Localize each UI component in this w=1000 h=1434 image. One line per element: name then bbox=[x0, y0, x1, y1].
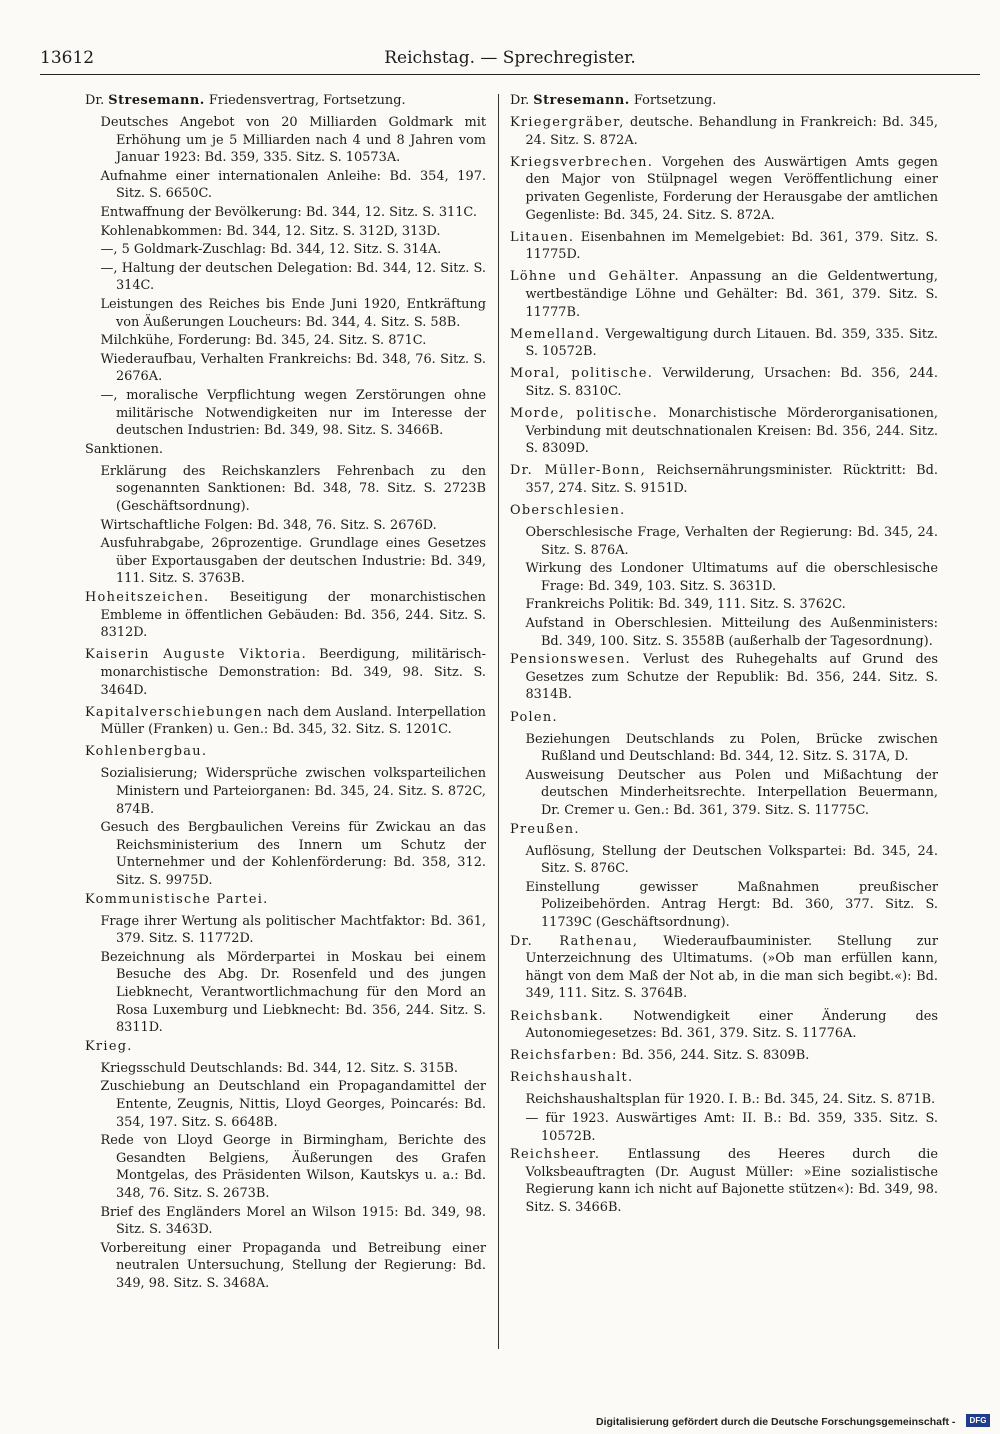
entry-text: Reichsernährungsminister. Rücktritt: Bd. 357, 274. Sitz. S. 9151D. bbox=[525, 463, 938, 496]
sub-entry: Ausweisung Deutscher aus Polen und Mißachtung der deutschen Minderheitsrechte. Interpellation Beuermann, Dr. Cremer u. Gen.: Bd. 361, 379. Sitz. S. 11775C. bbox=[525, 767, 938, 818]
sub-entry: Wirkung des Londoner Ultimatums auf die oberschlesische Frage: Bd. 349, 103. Sitz. S. 3631D. bbox=[525, 561, 938, 594]
sub-entry: Beziehungen Deutschlands zu Polen, Brücke zwischen Rußland und Deutschland: Bd. 344, 12. Sitz. S. 317A, D. bbox=[525, 731, 938, 765]
index-entry bbox=[510, 1146, 938, 1216]
subheading: Sanktionen. bbox=[85, 441, 164, 457]
index-entry bbox=[510, 154, 938, 224]
sub-entry: Bezeichnung als Mörderpartei in Moskau bei einem Besuche des Abg. Dr. Rosenfeld und des jungen Liebknecht, Verantwortlichmachung für den Mord an Rosa Luxemburg und Liebknecht: Bd. 356, 244. Sitz. S. 8311D. bbox=[100, 949, 486, 1036]
entry-keyword: Kapitalverschiebungen bbox=[85, 704, 263, 720]
sub-entry: Erklärung des Reichskanzlers Fehrenbach zu den sogenannten Sanktionen: Bd. 348, 78. Sitz. S. 2723B (Geschäftsordnung). bbox=[100, 463, 486, 515]
sub-entry: Entwaffnung der Bevölkerung: Bd. 344, 12. Sitz. S. 311C. bbox=[100, 205, 477, 221]
entry-keyword: Hoheitszeichen. bbox=[85, 590, 210, 606]
index-entry-heading bbox=[85, 1038, 486, 1056]
entry-keyword: Reichshaushalt. bbox=[510, 1070, 634, 1086]
sub-entry: Frankreichs Politik: Bd. 349, 111. Sitz. S. 3762C. bbox=[525, 597, 846, 613]
entry-keyword: Reichsfarben: bbox=[510, 1048, 618, 1064]
entry-keyword: Kaiserin Auguste Viktoria. bbox=[85, 647, 307, 663]
sub-entry: Kriegsschuld Deutschlands: Bd. 344, 12. Sitz. S. 315B. bbox=[100, 1060, 458, 1076]
right-column bbox=[510, 92, 938, 1382]
entry-text: Monarchistische Mörderorganisationen, Verbindung mit deutschnationalen Kreisen: Bd. 356, 244. Sitz. S. 8309D. bbox=[525, 406, 938, 457]
index-entry bbox=[85, 589, 486, 642]
sub-entry: Wirtschaftliche Folgen: Bd. 348, 76. Sitz. S. 2676D. bbox=[100, 517, 437, 533]
entry-keyword: Moral, politische. bbox=[510, 366, 654, 382]
entry-text: Vergewaltigung durch Litauen. Bd. 359, 335. Sitz. S. 10572B. bbox=[525, 326, 938, 360]
entry-keyword: Reichsbank. bbox=[510, 1008, 605, 1024]
sub-entry: Oberschlesische Frage, Verhalten der Regierung: Bd. 345, 24. Sitz. S. 876A. bbox=[525, 525, 938, 558]
index-entry bbox=[85, 646, 486, 699]
entry-keyword: Polen. bbox=[510, 709, 558, 725]
entry-text: nach dem Ausland. Interpellation Müller (Franken) u. Gen.: Bd. 345, 32. Sitz. S. 1201C. bbox=[100, 704, 486, 738]
entry-text: Wiederaufbauminister. Stellung zur Unterzeichnung des Ultimatums. (»Ob man erfüllen kann, hängt von dem Maß der Not ab, in die man sich begibt.«): Bd. 349, 111. Sitz. S. 3764B. bbox=[525, 933, 938, 1002]
sub-entry: Wiederaufbau, Verhalten Frankreichs: Bd. 348, 76. Sitz. S. 2676A. bbox=[100, 351, 486, 385]
sub-entry: Aufnahme einer internationalen Anleihe: Bd. 354, 197. Sitz. S. 6650C. bbox=[100, 168, 486, 202]
entry-text: Verlust des Ruhegehalts auf Grund des Gesetzes zum Schutze der Republik: Bd. 356, 244. Sitz. S. 8314B. bbox=[525, 652, 938, 703]
digitization-credit: Digitalisierung gefördert durch die Deutsche Forschungsgemeinschaft - bbox=[596, 1416, 956, 1428]
running-title: Reichstag. — Sprechregister. bbox=[384, 48, 636, 68]
sub-entry: — für 1923. Auswärtiges Amt: II. B.: Bd. 359, 335. Sitz. S. 10572B. bbox=[525, 1110, 938, 1144]
sub-entry: Frage ihrer Wertung als politischer Machtfaktor: Bd. 361, 379. Sitz. S. 11772D. bbox=[100, 913, 486, 947]
entry-keyword: Reichsheer. bbox=[510, 1147, 601, 1163]
page-header bbox=[40, 44, 980, 75]
entry-keyword: Kriegergräber, bbox=[510, 115, 625, 131]
entry-keyword: Kommunistische Partei. bbox=[85, 891, 269, 907]
sub-entry: Reichshaushaltsplan für 1920. I. B.: Bd. 345, 24. Sitz. S. 871B. bbox=[525, 1092, 936, 1108]
sub-entry: Rede von Lloyd George in Birmingham, Berichte des Gesandten Belgiens, Äußerungen des Grafen Montgelas, des Präsidenten Wilson, Kautskys u. a.: Bd. 348, 76. Sitz. S. 2673B. bbox=[100, 1133, 486, 1202]
index-entry bbox=[510, 1008, 938, 1043]
entry-text: Vorgehen des Auswärtigen Amts gegen den Major von Stülpnagel wegen Veröffentlichung einer privaten Gegenliste, Forderung der Herausgabe der amtlichen Gegenliste: Bd. 345, 24. Sitz. S. 872A. bbox=[525, 154, 938, 223]
index-entry bbox=[85, 704, 486, 739]
sub-entry: Milchkühe, Forderung: Bd. 345, 24. Sitz. S. 871C. bbox=[100, 333, 427, 349]
speaker-title: Dr. bbox=[510, 93, 530, 108]
sub-entry: Einstellung gewisser Maßnahmen preußischer Polizeibehörden. Antrag Hergt: Bd. 360, 377. Sitz. S. 11739C (Geschäftsordnung). bbox=[525, 879, 938, 931]
entry-keyword: Morde, politische. bbox=[510, 406, 659, 421]
column-divider bbox=[498, 94, 499, 1349]
entry-keyword: Löhne und Gehälter. bbox=[510, 269, 680, 285]
index-entry bbox=[510, 405, 938, 458]
sub-entry: Ausfuhrabgabe, 26prozentige. Grundlage eines Gesetzes über Exportausgaben der deutschen Industrie: Bd. 349, 111. Sitz. S. 3763B. bbox=[100, 536, 486, 587]
entry-text: Notwendigkeit einer Änderung des Autonomiegesetzes: Bd. 361, 379. Sitz. S. 11776A. bbox=[525, 1008, 938, 1042]
speaker-name: Stresemann. bbox=[533, 93, 630, 108]
entry-text: Beseitigung der monarchistischen Embleme in öffentlichen Gebäuden: Bd. 356, 244. Sitz. S. 8312D. bbox=[100, 590, 486, 641]
entry-text: Eisenbahnen im Memelgebiet: Bd. 361, 379. Sitz. S. 11775D. bbox=[525, 229, 938, 263]
sub-entry: Sozialisierung; Widersprüche zwischen volksparteilichen Ministern und Parteiorganen: Bd. 345, 24. Sitz. S. 872C, 874B. bbox=[100, 766, 486, 817]
entry-text: Anpassung an die Geldentwertung, wertbeständige Löhne und Gehälter: Bd. 361, 379. Sitz. S. 11777B. bbox=[525, 269, 938, 320]
topic-text: Friedensvertrag, Fortsetzung. bbox=[208, 93, 406, 108]
entry-keyword: Oberschlesien. bbox=[510, 502, 626, 518]
entry-text: Verwilderung, Ursachen: Bd. 356, 244. Sitz. S. 8310C. bbox=[525, 366, 938, 399]
sub-entry: Brief des Engländers Morel an Wilson 1915: Bd. 349, 98. Sitz. S. 3463D. bbox=[100, 1204, 486, 1238]
index-entry-heading bbox=[85, 891, 486, 909]
page-number: 13612 bbox=[40, 48, 95, 68]
entry-keyword: Preußen. bbox=[510, 821, 580, 837]
entry-text: Bd. 356, 244. Sitz. S. 8309B. bbox=[621, 1048, 810, 1064]
entry-text: Beerdigung, militärisch-monarchistische Demonstration: Bd. 349, 98. Sitz. S. 3464D. bbox=[100, 647, 486, 698]
speaker-name: Stresemann. bbox=[108, 93, 205, 108]
sub-entry: Aufstand in Oberschlesien. Mitteilung des Außenministers: Bd. 349, 100. Sitz. S. 3558B (außerhalb der Tagesordnung). bbox=[525, 616, 938, 649]
entry-keyword: Dr. Rathenau, bbox=[510, 933, 639, 949]
index-entry-heading bbox=[510, 709, 938, 727]
sub-entry: —, Haltung der deutschen Delegation: Bd. 344, 12. Sitz. S. 314C. bbox=[100, 260, 486, 294]
index-entry bbox=[510, 1047, 938, 1065]
sub-entry: —, 5 Goldmark-Zuschlag: Bd. 344, 12. Sitz. S. 314A. bbox=[100, 242, 442, 258]
entry-keyword: Memelland. bbox=[510, 326, 601, 342]
index-entry bbox=[510, 933, 938, 1003]
speaker-heading bbox=[85, 92, 486, 110]
entry-text: Entlassung des Heeres durch die Volksbeauftragten (Dr. August Müller: »Eine sozialistische Regierung kann ich nicht auf Bajonette stützen«): Bd. 349, 98. Sitz. S. 3466B. bbox=[525, 1147, 938, 1215]
sub-entry: —, moralische Verpflichtung wegen Zerstörungen ohne militärische Notwendigkeiten nur im Interesse der deutschen Industrien: Bd. 349, 98. Sitz. S. 3466B. bbox=[100, 388, 486, 439]
sub-entry: Vorbereitung einer Propaganda und Betreibung einer neutralen Untersuchung, Stellung der Regierung: Bd. 349, 98. Sitz. S. 3468A. bbox=[100, 1240, 486, 1291]
entry-keyword: Litauen. bbox=[510, 229, 575, 245]
index-entry bbox=[510, 365, 938, 400]
left-column bbox=[85, 92, 486, 1382]
index-entry bbox=[510, 114, 938, 149]
sub-entry: Auflösung, Stellung der Deutschen Volkspartei: Bd. 345, 24. Sitz. S. 876C. bbox=[525, 843, 938, 877]
topic-text: Fortsetzung. bbox=[633, 93, 717, 108]
index-entry-heading bbox=[510, 1069, 938, 1087]
speaker-heading bbox=[510, 92, 938, 110]
entry-text: deutsche. Behandlung in Frankreich: Bd. 345, 24. Sitz. S. 872A. bbox=[525, 115, 938, 148]
index-entry bbox=[510, 651, 938, 704]
dfg-logo: DFG bbox=[966, 1414, 990, 1427]
index-entry bbox=[510, 229, 938, 264]
index-entry-heading bbox=[510, 821, 938, 839]
sub-entry: Gesuch des Bergbaulichen Vereins für Zwickau an das Reichsministerium des Innern um Schutz der Unternehmer und der Kohlenförderung: Bd. 358, 312. Sitz. S. 9975D. bbox=[100, 820, 486, 888]
index-entry bbox=[510, 462, 938, 497]
index-entry-heading bbox=[85, 743, 486, 761]
sub-entry: Deutsches Angebot von 20 Milliarden Goldmark mit Erhöhung um je 5 Milliarden nach 4 und 8 Jahren vom Januar 1923: Bd. 359, 335. Sitz. S. 10573A. bbox=[100, 115, 486, 166]
entry-keyword: Kohlenbergbau. bbox=[85, 744, 208, 760]
entry-keyword: Kriegsverbrechen. bbox=[510, 154, 654, 170]
speaker-title: Dr. bbox=[85, 93, 105, 108]
entry-keyword: Dr. Müller-Bonn, bbox=[510, 463, 647, 479]
sub-entry: Zuschiebung an Deutschland ein Propagandamittel der Entente, Zeugnis, Nittis, Lloyd Georges, Poincarés: Bd. 354, 197. Sitz. S. 6648B. bbox=[100, 1079, 486, 1130]
sub-entry: Leistungen des Reiches bis Ende Juni 1920, Entkräftung von Äußerungen Loucheurs: Bd. 344, 4. Sitz. S. 58B. bbox=[100, 297, 486, 330]
index-entry-heading bbox=[510, 502, 938, 520]
sub-entry: Kohlenabkommen: Bd. 344, 12. Sitz. S. 312D, 313D. bbox=[100, 223, 441, 239]
entry-keyword: Krieg. bbox=[85, 1038, 133, 1054]
index-entry bbox=[510, 268, 938, 321]
entry-keyword: Pensionswesen. bbox=[510, 652, 631, 668]
index-entry bbox=[510, 326, 938, 361]
